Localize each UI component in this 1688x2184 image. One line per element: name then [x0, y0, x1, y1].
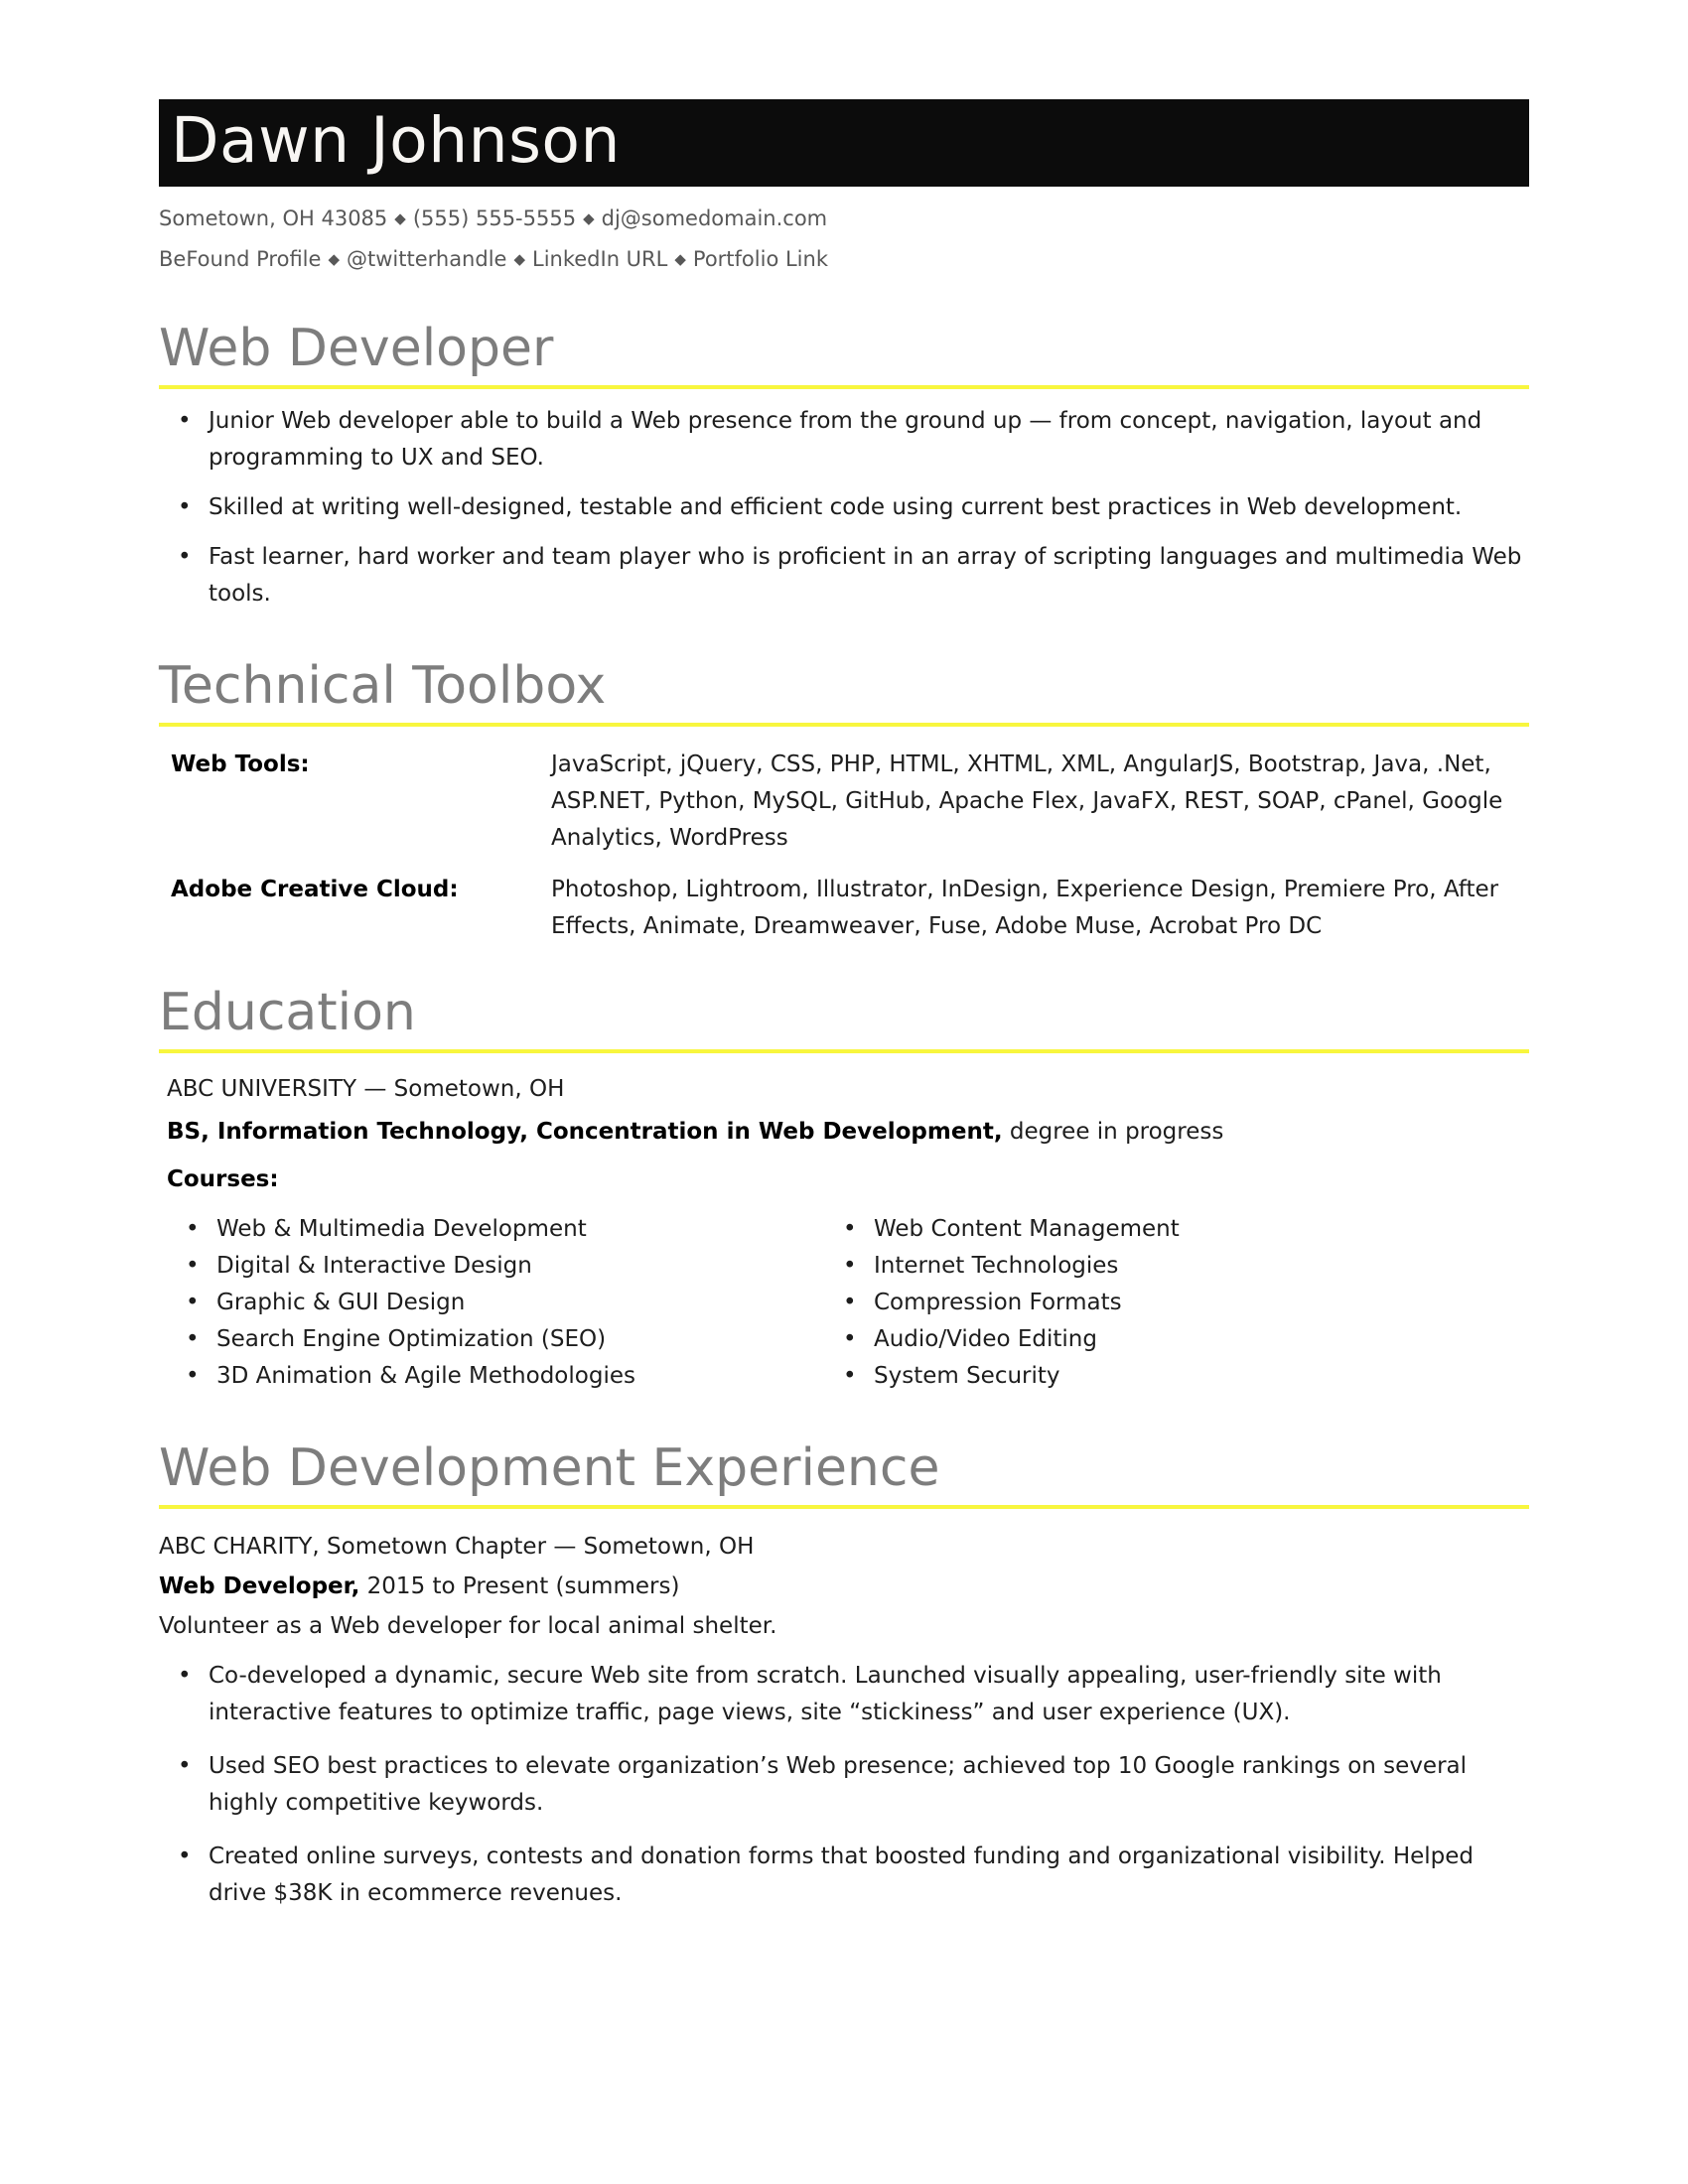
section-title-education: Education — [159, 983, 416, 1042]
course-item: • Compression Formats — [874, 1285, 1529, 1321]
contact-line-1 — [159, 200, 1529, 240]
section-divider — [159, 385, 1529, 389]
contact-email: dj@somedomain.com — [601, 206, 828, 230]
section-divider — [159, 723, 1529, 727]
experience-organization: ABC CHARITY, Sometown Chapter — Sometown, OH — [159, 1534, 755, 1560]
education-school: ABC UNIVERSITY — Sometown, OH — [167, 1076, 565, 1102]
summary-bullet-list — [159, 403, 1529, 613]
section-technical-toolbox — [159, 658, 1529, 945]
diamond-icon: ◆ — [674, 250, 686, 268]
section-title-web-developer: Web Developer — [159, 319, 554, 378]
course-item: • Audio/Video Editing — [874, 1321, 1529, 1358]
summary-bullet: • Junior Web developer able to build a Web presence from the ground up — from concept, navigation, layout and programming to UX and SEO. — [209, 403, 1529, 477]
person-name: Dawn Johnson — [171, 103, 621, 177]
diamond-icon: ◆ — [328, 250, 340, 268]
experience-bullet: • Co-developed a dynamic, secure Web site from scratch. Launched visually appealing, user-friendly site with interactive features to optimize traffic, page views, site “stickiness” and user experience (UX). — [209, 1658, 1529, 1731]
experience-bullet: • Used SEO best practices to elevate organization’s Web presence; achieved top 10 Google rankings on several highly competitive keywords. — [209, 1748, 1529, 1822]
courses-label: Courses: — [167, 1166, 279, 1192]
section-divider — [159, 1505, 1529, 1509]
course-item: • Internet Technologies — [874, 1248, 1529, 1285]
education-details — [159, 1071, 1529, 1395]
course-item: • Digital & Interactive Design — [216, 1248, 824, 1285]
education-degree-status: degree in progress — [1002, 1119, 1224, 1145]
diamond-icon: ◆ — [513, 250, 525, 268]
contact-twitter-handle: @twitterhandle — [346, 247, 507, 271]
section-summary — [159, 321, 1529, 613]
diamond-icon: ◆ — [583, 209, 595, 227]
experience-role — [159, 1567, 1529, 1606]
course-item: • Graphic & GUI Design — [216, 1285, 824, 1321]
name-banner — [159, 99, 1529, 187]
courses-columns — [167, 1211, 1529, 1395]
toolbox-value-web-tools: JavaScript, jQuery, CSS, PHP, HTML, XHTML, XML, AngularJS, Bootstrap, Java, .Net, ASP.NET, Python, MySQL, GitHub, Apache Flex, JavaFX, REST, SOAP, cPanel, Google Analytics, WordPress — [551, 751, 1503, 851]
contact-befound-profile: BeFound Profile — [159, 247, 322, 271]
experience-role-dates: 2015 to Present (summers) — [359, 1573, 680, 1599]
section-divider — [159, 1049, 1529, 1053]
contact-phone: (555) 555-5555 — [412, 206, 577, 230]
section-title-experience: Web Development Experience — [159, 1438, 940, 1498]
course-item: • Web Content Management — [874, 1211, 1529, 1248]
education-degree-name: BS, Information Technology, Concentration in Web Development, — [167, 1119, 1003, 1145]
diamond-icon: ◆ — [394, 209, 406, 227]
summary-bullet: • Fast learner, hard worker and team player who is proficient in an array of scripting languages and multimedia Web tools. — [209, 539, 1529, 613]
contact-line-2 — [159, 240, 1529, 281]
section-experience — [159, 1440, 1529, 1912]
toolbox-label-adobe-creative-cloud: Adobe Creative Cloud: — [171, 877, 459, 902]
education-degree — [167, 1114, 1529, 1151]
course-item: • 3D Animation & Agile Methodologies — [216, 1358, 824, 1395]
summary-bullet: • Skilled at writing well-designed, testable and efficient code using current best practices in Web development. — [209, 489, 1529, 526]
experience-bullet-list — [159, 1658, 1529, 1912]
toolbox-table — [159, 747, 1529, 945]
courses-column-right — [824, 1211, 1529, 1395]
section-title-technical-toolbox: Technical Toolbox — [159, 656, 607, 716]
contact-info — [159, 200, 1529, 281]
contact-linkedin-url: LinkedIn URL — [532, 247, 668, 271]
course-item: • Web & Multimedia Development — [216, 1211, 824, 1248]
experience-role-title: Web Developer, — [159, 1573, 360, 1599]
toolbox-label-web-tools: Web Tools: — [171, 751, 310, 777]
section-education — [159, 985, 1529, 1395]
contact-location: Sometown, OH 43085 — [159, 206, 388, 230]
toolbox-value-adobe-creative-cloud: Photoshop, Lightroom, Illustrator, InDesign, Experience Design, Premiere Pro, After Effects, Animate, Dreamweaver, Fuse, Adobe Muse, Acrobat Pro DC — [551, 877, 1499, 939]
course-item: • Search Engine Optimization (SEO) — [216, 1321, 824, 1358]
course-item: • System Security — [874, 1358, 1529, 1395]
contact-portfolio-link: Portfolio Link — [692, 247, 828, 271]
experience-bullet: • Created online surveys, contests and donation forms that boosted funding and organizational visibility. Helped drive $38K in ecommerce revenues. — [209, 1839, 1529, 1912]
courses-column-left — [167, 1211, 824, 1395]
experience-summary: Volunteer as a Web developer for local animal shelter. — [159, 1613, 777, 1639]
